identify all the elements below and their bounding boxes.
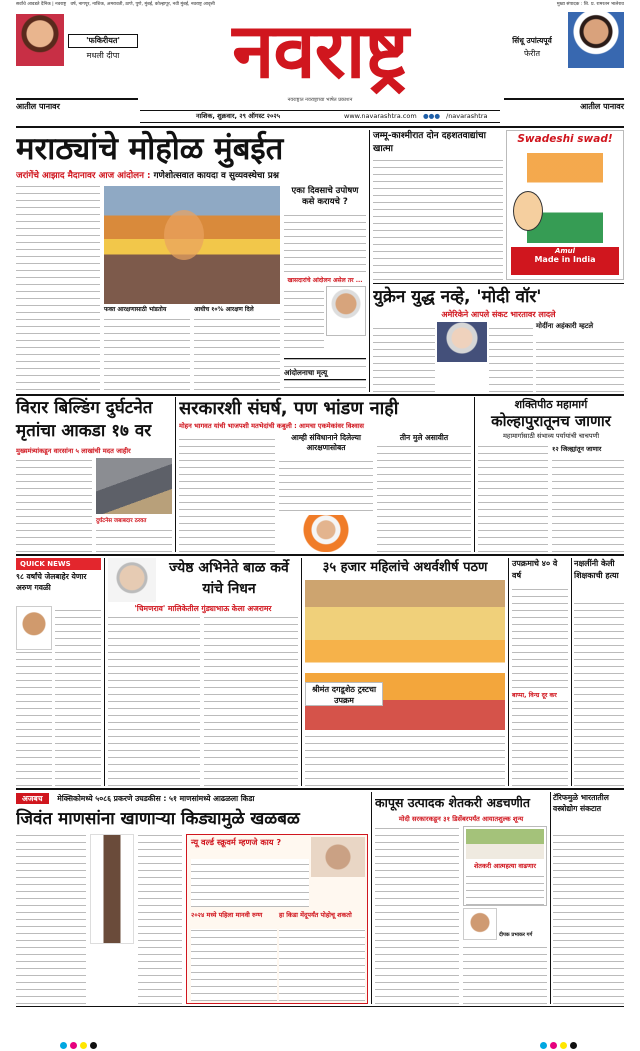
lead-caption-left: फक्त आरक्षणासाठी भांडतोय [104,306,167,313]
rss-body2 [377,446,471,552]
quick-news-body1 [55,606,101,786]
virar-caption: दुर्घटनेस जबाबदार ठरवत [96,518,147,524]
tariff-headline[interactable]: टॅरिफमुळे भारतातील वस्त्रोद्योग संकटात [553,793,609,813]
amul-girl [513,191,543,231]
lead-headline[interactable]: मराठ्यांचे मोहोळ मुंबईत [16,131,284,167]
shaktipeeth-body2 [552,455,624,552]
teaser-portrait [16,14,64,66]
gawli-photo [16,606,52,650]
larva-photo [90,834,134,944]
quick-news-body2 [16,652,52,786]
masthead-rule [16,126,624,128]
atharva-body [305,732,505,786]
naxal-headline[interactable]: नक्षलींनी केली शिक्षकाची हत्या [574,559,619,580]
obit-subhead: 'चिमणराव' मालिकेतील गुंड्याभाऊ केला अजरामर [134,604,272,613]
obit-headline[interactable]: ज्येष्ठ अभिनेते बाळ कर्वे यांचे निधन [169,560,289,597]
top-line: सर्वांचे आवडते दैनिक | नवराष्ट्र [16,2,67,7]
registration-dot-yellow-2 [560,1042,567,1049]
trade-adviser-photo [437,322,487,362]
worm-closeup-photo [311,837,365,877]
left-teaser-title: 'फकिरीयत' [68,34,138,48]
right-teaser[interactable] [500,12,624,111]
lead-subhead-bar [16,169,366,183]
ukraine-headline[interactable]: युक्रेन युद्ध नव्हे, 'मोदी वॉर' [373,287,542,307]
cotton-body1 [375,826,459,1004]
registration-dot-cyan [60,1042,67,1049]
lead-footer: आंदोलनाचा मृत्यू [284,368,366,380]
registration-dot-magenta-2 [550,1042,557,1049]
ajab-box-title: न्यू वर्ल्ड स्क्रूवर्म म्हणजे काय ? [191,837,282,847]
collapse-photo [96,458,172,514]
gathering-photo [305,580,505,730]
fast-quote: बाप्पा, विन्ग्र दूर कर [512,692,557,699]
jk-headline[interactable]: जम्मू-काश्मीरात दोन दहशतवाद्यांचा खात्मा [373,131,486,154]
ajab-body1 [16,834,86,1004]
cotton-headline[interactable]: कापूस उत्पादक शेतकरी अडचणीत [375,795,531,810]
ukraine-side-title: मोदींना अहंकारी म्हटले [536,322,594,330]
lead-body-col1 [16,186,100,390]
fast-headline[interactable]: उपक्रमाचे ४० वे वर्ष [512,559,558,580]
social-icons[interactable]: ●●● [423,112,441,120]
jk-body [373,160,503,280]
top-line-editions: वर्ष, नागपूर, नाशिक, अमरावती, ठाणे, पुणे, मुंबई, कोल्हापूर, नवी मुंबई, नवराष्ट्र आवृत्ती [70,2,215,7]
karve-photo [108,558,156,602]
virar-headline[interactable]: विरार बिल्डिंग दुर्घटनेत मृतांचा आकडा १७ वर [16,398,153,441]
shaktipeeth-subhead: महामार्गासाठी संभाव्य पर्यायांची चाचपणी [502,432,600,440]
cotton-body2 [463,944,547,1004]
quick-news-label: QUICK NEWS [16,558,101,570]
obit-body2 [204,617,298,786]
cotton-box-title: शेतकरी आत्महत्या वाढणार [473,862,537,870]
rss-sidebar [279,433,373,552]
shaktipeeth-side-head: १२ जिल्ह्यांतून जाणार [552,445,602,453]
lead-sidebar [284,186,366,390]
left-teaser-page: आतील पानावर [16,98,138,112]
leader-photo [463,908,497,940]
athlete-photo [568,12,624,68]
registration-dot-yellow [80,1042,87,1049]
tariff-body [553,830,624,1004]
left-teaser[interactable] [16,12,138,111]
fast-body2 [512,700,568,786]
ajab-headline[interactable]: जिवंत माणसांना खाणाऱ्या किड्यामुळे खळबळ [16,809,300,829]
dateline: नाशिक, शुक्रवार, २९ ऑगस्ट २०२५ [196,112,281,120]
rss-headline[interactable]: सरकारशी संघर्ष, पण भांडण नाही [179,398,399,419]
lead-rally-photo [104,186,280,304]
ukraine-body2 [489,322,533,392]
lead-sidebar-body2 [284,286,324,348]
shaktipeeth-kicker: शक्तिपीठ महामार्ग [514,398,588,411]
right-teaser-title: सिंधू उपांत्यपूर्व [512,36,552,45]
registration-dot-cyan-2 [540,1042,547,1049]
registration-dot-black [90,1042,97,1049]
editor-line: मुख्य संपादक : शि. प्र. रामरतन भालेराव [556,2,624,7]
cartoon-title: Swadeshi swad! [517,133,613,145]
rss-body1 [179,433,275,552]
rss-sidebar-sub: तीन मुले असावीत [399,433,449,442]
obit-body1 [108,617,200,786]
atharva-headline[interactable]: ३५ हजार महिलांचे अथर्वशीर्ष पठण [322,560,488,575]
ajab-box [186,834,368,1004]
rss-sidebar-title: आम्ही संविधानाने दिलेल्या आरक्षणासोबत [291,433,361,452]
ajab-box-sub1: २०२४ मध्ये पहिला मानवी रुग्ण [191,911,263,919]
newspaper-title: नवराष्ट्र [232,6,408,95]
lead-body-col3 [194,317,280,390]
dateline-bar [140,110,500,123]
cotton-subhead: मोदी सरकारकडून ३१ डिसेंबरपर्यंत आयातशुल्क शून्य [398,815,524,823]
lead-sidebar-title: एका दिवसाचे उपोषण कसे करायचे ? [291,186,359,207]
atharva-caption: श्रीमंत दगडूशेठ ट्रस्टचा उपक्रम [305,682,383,706]
tagline: नवराष्ट्रात नवराष्ट्राच्या भाषेत प्रकाशन [287,97,353,103]
ukraine-side-body [536,336,624,392]
lead-body-col2 [104,317,190,390]
left-teaser-sub: मधली दीपा [86,51,120,60]
ukraine-subhead: अमेरिकेने आपले संकट भारतावर लादले [441,310,556,319]
registration-dot-magenta [70,1042,77,1049]
virar-body1 [16,458,92,552]
rss-subhead: मोहन भागवत यांची भाजपशी मतभेदांची कबुली : आमचा एकमेकांवर विश्वास [179,422,365,430]
lead-subhead-prefix: जरांगेंचे आझाद मैदानावर आज आंदोलन : [16,171,151,181]
fast-body1 [512,588,568,688]
website-link[interactable]: www.navarashtra.com [344,112,417,120]
naxal-body [574,598,624,786]
amul-cartoon [506,130,624,280]
virar-subhead: मुख्यमंत्र्यांकडून वारसांना ५ लाखांची मदत जाहीर [16,447,131,455]
lead-subhead: गणेशोत्सवात कायदा व सुव्यवस्थेचा प्रश्न [153,171,279,181]
right-teaser-page: आतील पानावर [504,98,624,112]
ajab-strip [16,792,368,806]
registration-dot-black-2 [570,1042,577,1049]
lead-vertical-rule [369,130,370,392]
bhagwat-photo [279,515,373,552]
right-teaser-sub: फेरीत [523,49,541,58]
minister-photo [326,286,366,336]
social-handle[interactable]: /navarashtra [446,112,488,120]
ajab-box-sub2: हा किडा मेंदूपर्यंत पोहोचू शकतो [279,911,352,919]
ajab-label: अजबच [16,793,49,804]
lead-sidebar-body [284,212,366,272]
ajab-strip-text: मेक्सिकोमध्ये ५०८६ प्रकरणे उघडकीस : ५१ माणसांमध्ये आढळला किडा [57,794,255,803]
quick-news-title[interactable]: ९८ वर्षांचे जेलबाहेर येणार अरुण गवळी [16,572,87,592]
ukraine-body1 [373,322,435,392]
ajab-body2 [138,834,182,1004]
cotton-box [463,826,547,906]
shaktipeeth-body1 [478,444,548,552]
shaktipeeth-headline[interactable]: कोल्हापुरातूनच जाणार [491,412,611,430]
cotton-quote-name: दीपक प्रभाकर गर्ग [499,932,533,938]
lead-caption-right: आधीच १०% आरक्षण दिले [194,306,254,313]
virar-body2 [96,526,172,552]
cotton-field-photo [466,829,544,859]
amul-tag: Amul Made in India [511,247,619,275]
lead-sidebar-mid: खासदारांचे आंदोलन असेल तर ... [287,277,363,284]
